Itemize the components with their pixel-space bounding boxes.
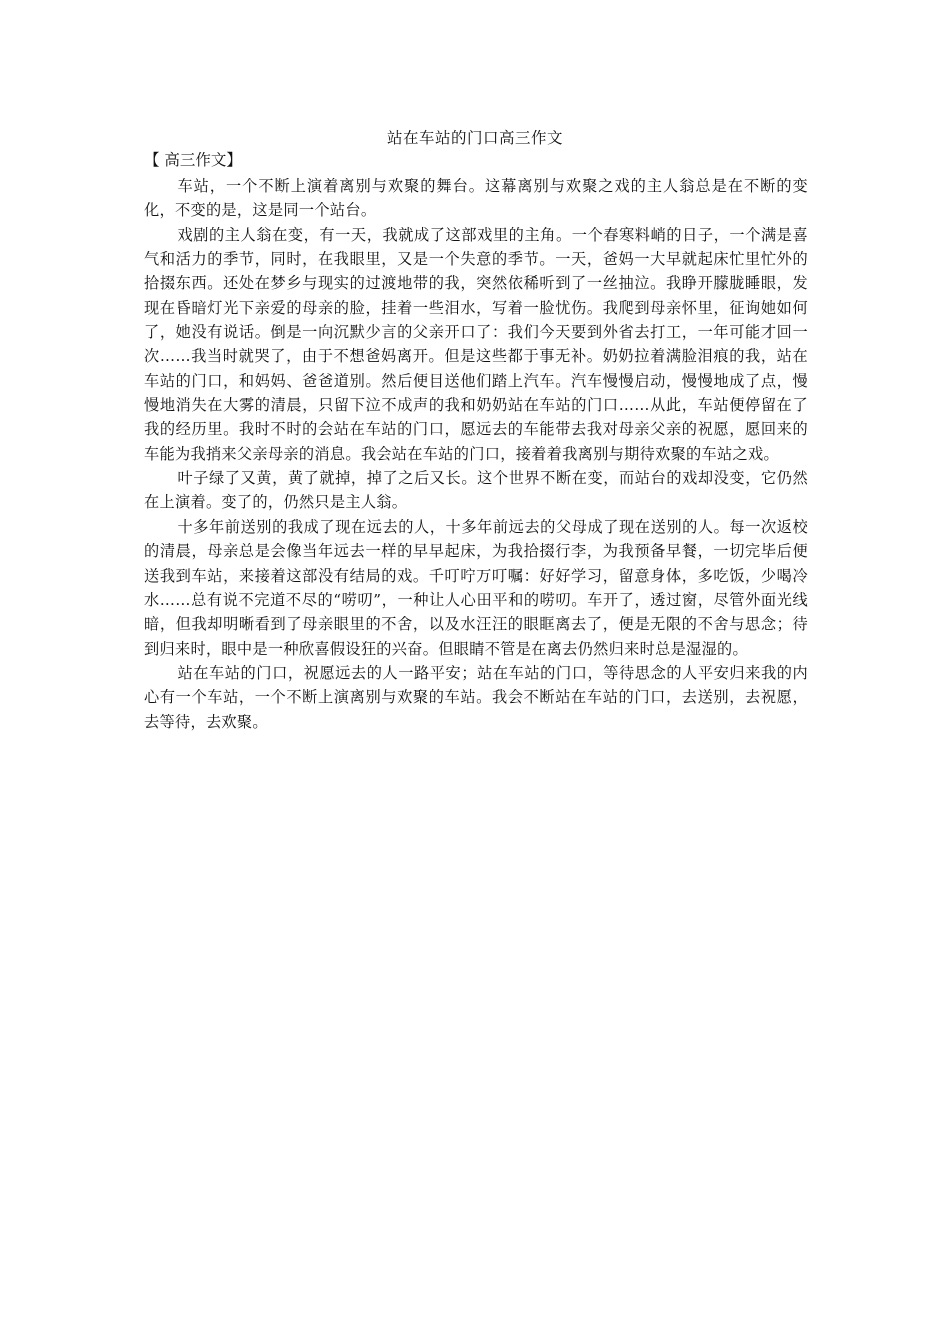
paragraph-5: 站在车站的门口，祝愿远去的人一路平安；站在车站的门口，等待思念的人平安归来我的内心有一个车站，一个不断上演离别与欢聚的车站。我会不断站在车站的门口，去送别，去祝愿，去等待，去欢聚。 <box>144 663 808 731</box>
paragraph-1: 车站，一个不断上演着离别与欢聚的舞台。这幕离别与欢聚之戏的主人翁总是在不断的变化，不变的是，这是同一个站台。 <box>144 177 808 220</box>
category-tag: 【 高三作文】 <box>144 151 242 169</box>
document-title: 站在车站的门口高三作文 <box>386 129 563 147</box>
document-body <box>144 174 808 734</box>
paragraph-3: 叶子绿了又黄，黄了就掉，掉了之后又长。这个世界不断在变，而站台的戏却没变，它仍然在上演着。变了的，仍然只是主人翁。 <box>144 469 808 512</box>
paragraph-4: 十多年前送别的我成了现在远去的人，十多年前远去的父母成了现在送别的人。每一次返校的清晨，母亲总是会像当年远去一样的早早起床，为我拾掇行李，为我预备早餐，一切完毕后便送我到车站，来接着这部没有结局的戏。千叮咛万叮嘱：好好学习，留意身体，多吃饭，少喝冷水……总有说不完道不尽的“唠叨”，一种让人心田平和的唠叨。车开了，透过窗，尽管外面光线暗，但我却明晰看到了母亲眼里的不舍，以及水汪汪的眼眶离去了，便是无限的不舍与思念；待到归来时，眼中是一种欣喜假设狂的兴奋。但眼睛不管是在离去仍然归来时总是湿湿的。 <box>144 517 808 658</box>
paragraph-2: 戏剧的主人翁在变，有一天，我就成了这部戏里的主角。一个春寒料峭的日子，一个满是喜气和活力的季节，同时，在我眼里，又是一个失意的季节。一天，爸妈一大早就起床忙里忙外的拾掇东西。还处在梦乡与现实的过渡地带的我，突然依稀听到了一丝抽泣。我睁开朦胧睡眼，发现在昏暗灯光下亲爱的母亲的脸，挂着一些泪水，写着一脸忧伤。我爬到母亲怀里，征询她如何了，她没有说话。倒是一向沉默少言的父亲开口了：我们今天要到外省去打工，一年可能才回一次……我当时就哭了，由于不想爸妈离开。但是这些都于事无补。奶奶拉着满脸泪痕的我，站在车站的门口，和妈妈、爸爸道别。然后便目送他们踏上汽车。汽车慢慢启动，慢慢地成了点，慢慢地消失在大雾的清晨，只留下泣不成声的我和奶奶站在车站的门口……从此，车站便停留在了我的经历里。我时不时的会站在车站的门口，愿远去的车能带去我对母亲父亲的祝愿，愿回来的车能为我捎来父亲母亲的消息。我会站在车站的门口，接着着我离别与期待欢聚的车站之戏。 <box>144 225 808 463</box>
